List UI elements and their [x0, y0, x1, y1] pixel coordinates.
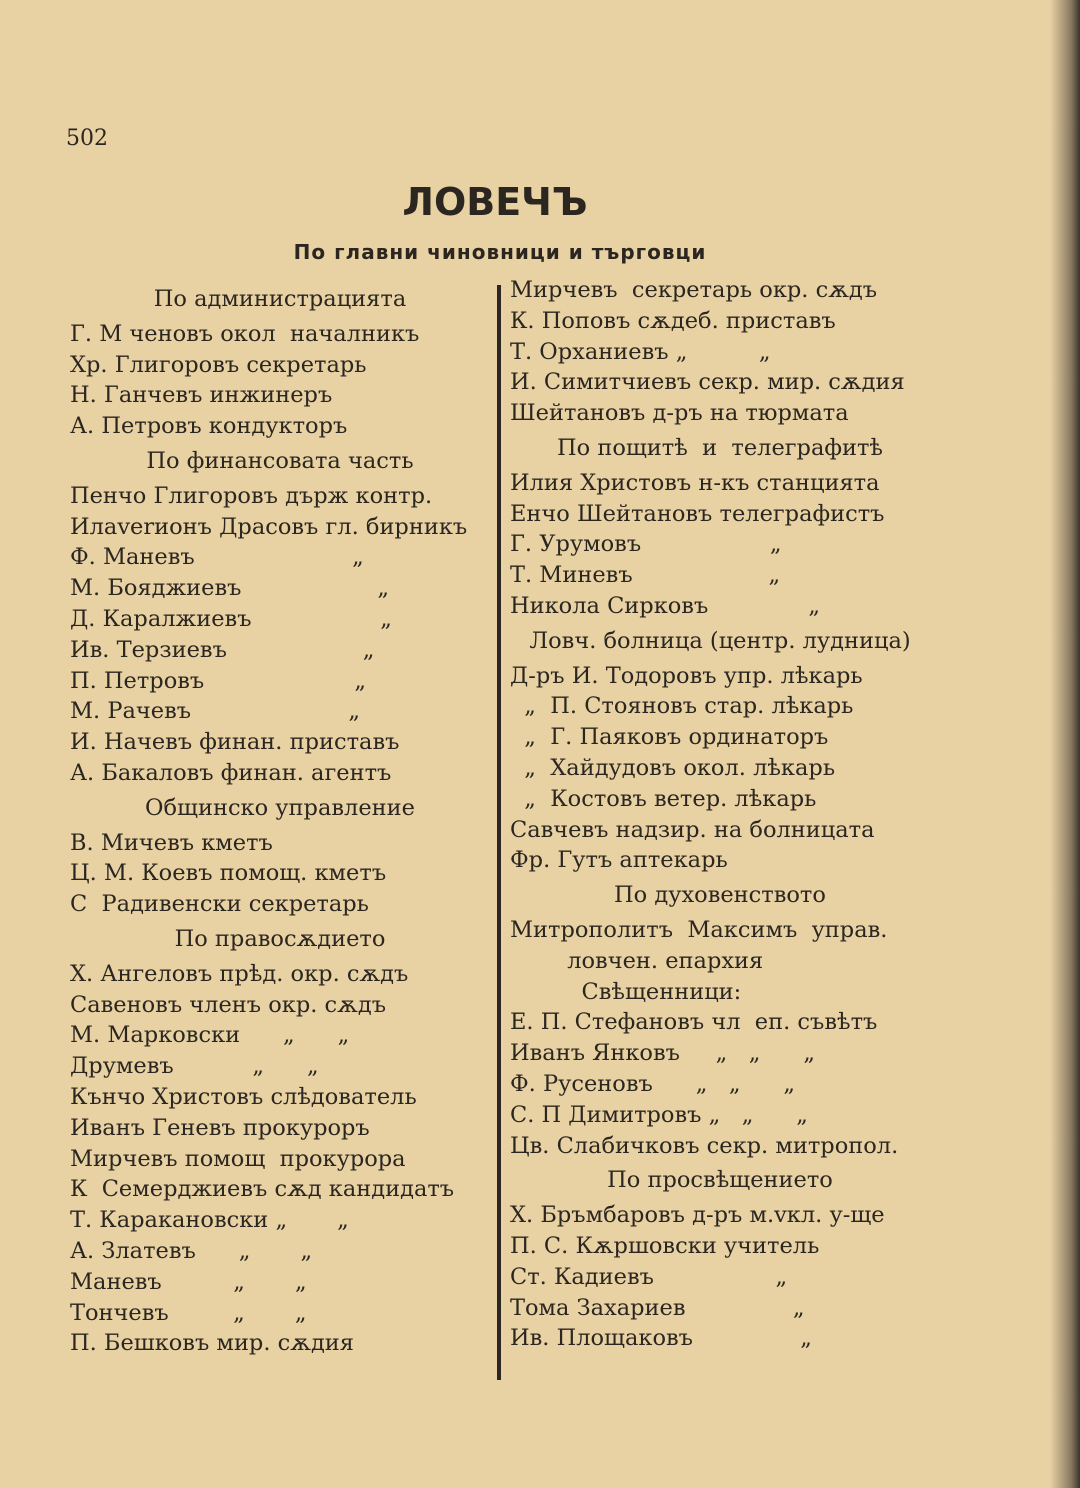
page-subtitle: По главни чиновници и търговци: [293, 240, 707, 264]
list-entry: Ив. Площаковъ „: [510, 1325, 812, 1352]
list-entry: Митрополитъ Максимъ управ.: [510, 916, 888, 943]
list-entry: Савчевъ надзир. на болницата: [510, 816, 875, 843]
list-entry: П. Бешковъ мир. сѫдия: [70, 1330, 354, 1357]
list-entry: Никола Сирковъ „: [510, 592, 821, 619]
section-heading: По пощитѣ и телеграфитѣ: [557, 434, 883, 461]
list-entry: Пенчо Глигоровъ държ контр.: [70, 482, 433, 509]
column-divider: [497, 285, 501, 1380]
list-entry: М. Марковски „ „: [70, 1022, 350, 1049]
list-entry: Шейтановъ д-ръ на тюрмата: [510, 400, 849, 427]
list-entry: Тончевъ „ „: [70, 1299, 307, 1326]
list-entry: Г. М ченовъ окол началникъ: [70, 320, 420, 347]
section-heading: По администрацията: [153, 286, 407, 312]
list-entry: Иванъ Янковъ „ „ „: [510, 1040, 816, 1067]
page-title: ЛОВЕЧЪ: [402, 180, 588, 224]
list-entry: Мирчевъ помощ прокурора: [70, 1145, 406, 1172]
list-entry: Мирчевъ секретарь окр. сѫдъ: [510, 277, 878, 303]
list-entry: С Радивенски секретарь: [70, 891, 369, 918]
list-entry: Маневъ „ „: [70, 1268, 307, 1295]
list-entry: Енчо Шейтановъ телеграфистъ: [510, 500, 885, 527]
section-heading: Общинско управление: [145, 794, 415, 821]
list-entry: Т. Каракановски „ „: [70, 1207, 349, 1234]
list-entry: „ П. Стояновъ стар. лѣкарь: [510, 693, 854, 720]
list-entry: С. П Димитровъ „ „ „: [510, 1101, 808, 1128]
list-entry: К. Поповъ сѫдеб. приставъ: [510, 307, 836, 334]
list-entry: А. Бакаловъ финан. агентъ: [70, 759, 392, 786]
left-column: [70, 280, 490, 1359]
list-entry: Х. Бръмбаровъ д-ръ м.vкл. у-ще: [510, 1202, 885, 1229]
list-entry: Тома Захариев „: [510, 1294, 805, 1321]
list-entry: Кънчо Христовъ слѣдователь: [70, 1083, 417, 1110]
list-entry: К Семерджиевъ сѫд кандидатъ: [70, 1176, 455, 1203]
list-entry: Друмевъ „ „: [70, 1053, 319, 1080]
list-entry: Илия Христовъ н-къ станцията: [510, 469, 880, 496]
list-entry: „ Г. Паяковъ ординаторъ: [510, 724, 829, 751]
section-heading: По правосѫдието: [174, 925, 386, 952]
section-heading: По просвѣщението: [607, 1167, 833, 1194]
list-entry: Х. Ангеловъ прѣд. окр. сѫдъ: [70, 960, 409, 987]
list-entry: Хр. Глигоровъ секретарь: [70, 351, 367, 378]
list-entry: Е. П. Стефановъ чл еп. съвѣтъ: [510, 1009, 878, 1036]
list-entry: Фр. Гутъ аптекарь: [510, 847, 728, 874]
list-entry: „ Хайдудовъ окол. лѣкарь: [510, 754, 836, 781]
list-entry: И. Симитчиевъ секр. мир. сѫдия: [510, 369, 905, 396]
list-entry: И. Начевъ финан. приставъ: [70, 729, 400, 756]
list-entry: Ц. М. Коевъ помощ. кметъ: [70, 860, 387, 887]
list-entry: А. Златевъ „ „: [70, 1237, 313, 1264]
list-entry: Ив. Терзиевъ „: [70, 636, 375, 663]
list-entry: „ Костовъ ветер. лѣкарь: [510, 785, 817, 812]
list-entry: М. Рачевъ „: [70, 698, 361, 725]
section-heading: Ловч. болница (центр. лудница): [529, 627, 911, 654]
list-entry: Ст. Кадиевъ „: [510, 1263, 788, 1290]
list-entry: Д. Каралжиевъ „: [70, 605, 392, 632]
list-entry: Илaverионъ Драсовъ гл. бирникъ: [70, 513, 468, 540]
list-entry: Ф. Русеновъ „ „ „: [510, 1070, 796, 1097]
list-entry: Г. Урумовъ „: [510, 531, 782, 558]
list-entry: П. С. Кѫршовски учитель: [510, 1232, 820, 1259]
list-entry: М. Бояджиевъ „: [70, 575, 390, 602]
list-entry: Свѣщенници:: [510, 978, 742, 1005]
list-entry: Т. Орханиевъ „ „: [510, 338, 771, 365]
section-heading: По финансовата часть: [146, 447, 414, 474]
list-entry: Ф. Маневъ „: [70, 544, 364, 571]
page-number: 502: [66, 126, 108, 151]
right-column: [510, 275, 930, 1354]
list-entry: В. Мичевъ кметъ: [70, 829, 273, 856]
page-edge-shadow: [1050, 0, 1080, 1488]
section-heading: По духовенството: [614, 882, 826, 909]
list-entry: А. Петровъ кондукторъ: [70, 413, 348, 440]
list-entry: Д-ръ И. Тодоровъ упр. лѣкарь: [510, 662, 863, 689]
list-entry: Н. Ганчевъ инжинеръ: [70, 382, 333, 409]
list-entry: ловчен. епархия: [510, 947, 764, 974]
list-entry: Т. Миневъ „: [510, 562, 781, 589]
list-entry: Цв. Слабичковъ секр. митропол.: [510, 1132, 899, 1159]
list-entry: Иванъ Геневъ прокуроръ: [70, 1114, 370, 1141]
list-entry: П. Петровъ „: [70, 667, 367, 694]
list-entry: Савеновъ членъ окр. сѫдъ: [70, 991, 387, 1018]
